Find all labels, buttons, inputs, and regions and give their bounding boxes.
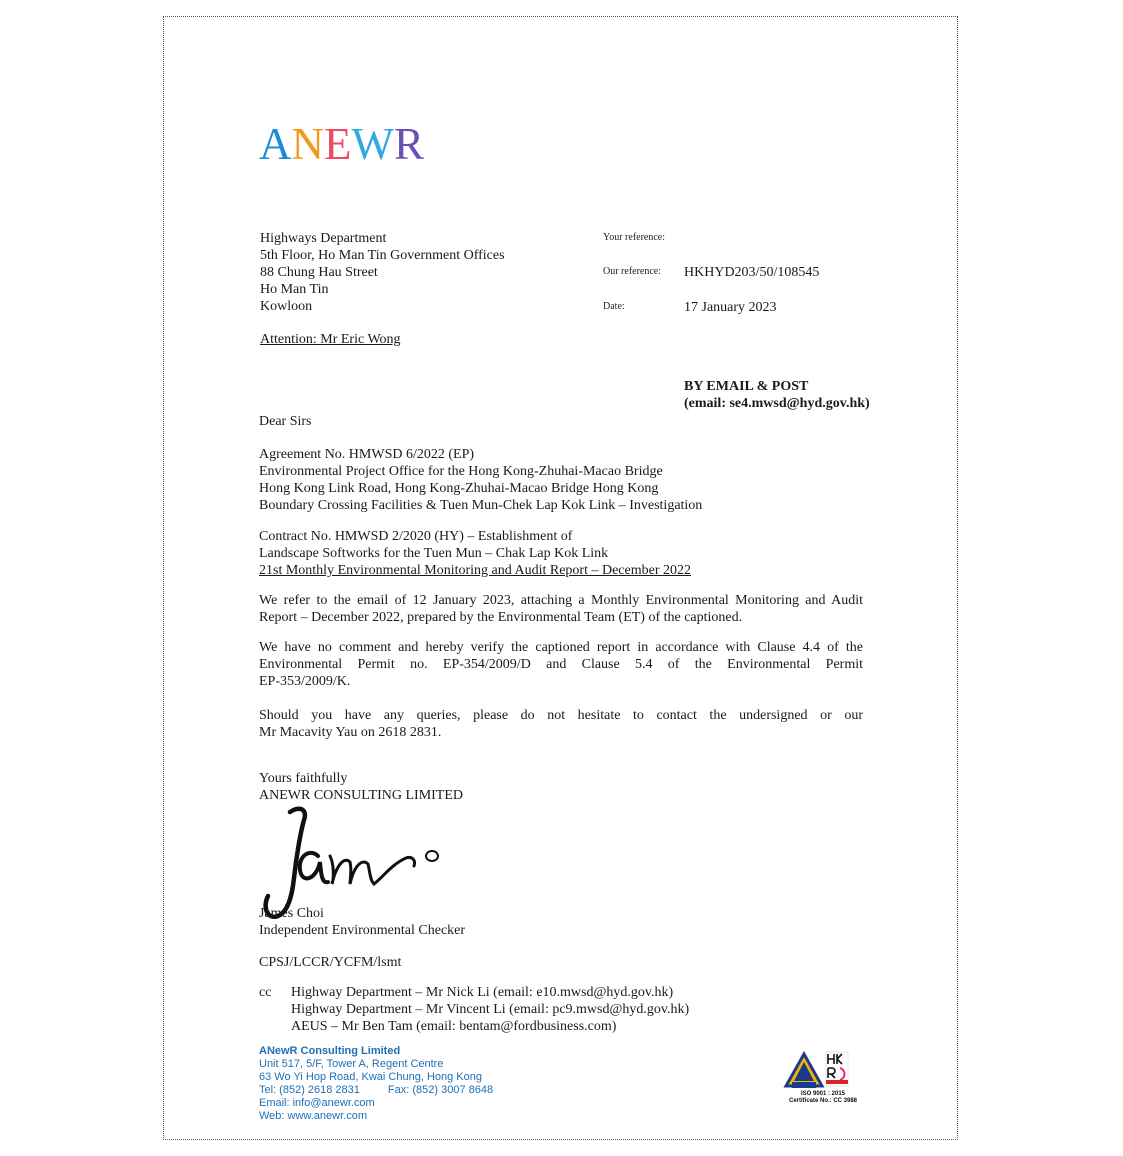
certification-block bbox=[778, 1050, 868, 1110]
subject-line: Hong Kong Link Road, Hong Kong-Zhuhai-Macao Bridge Hong Kong bbox=[259, 481, 659, 496]
cc-recipient: AEUS – Mr Ben Tam (email: bentam@fordbusiness.com) bbox=[291, 1019, 617, 1034]
your-reference-label: Your reference: bbox=[603, 232, 666, 243]
logo-letter-a: A bbox=[259, 119, 292, 169]
subject-line: Contract No. HMWSD 2/2020 (HY) – Establishment of bbox=[259, 529, 573, 544]
attention-line: Attention: Mr Eric Wong bbox=[260, 332, 401, 347]
cc-recipient: Highway Department – Mr Nick Li (email: e10.mwsd@hyd.gov.hk) bbox=[291, 985, 674, 1000]
signatory-name: James Choi bbox=[259, 906, 324, 921]
address-line: 5th Floor, Ho Man Tin Government Offices bbox=[260, 248, 505, 263]
paragraph-line: We have no comment and hereby verify the captioned report in accordance with Clause 4.4 of the bbox=[259, 640, 863, 655]
paragraph-line: Should you have any queries, please do not hesitate to contact the undersigned or our bbox=[259, 708, 863, 723]
subject-line: Boundary Crossing Facilities & Tuen Mun-Chek Lap Kok Link – Investigation bbox=[259, 498, 703, 513]
footer-email: Email: info@anewr.com bbox=[259, 1097, 375, 1109]
paragraph-line: Environmental Permit no. EP-354/2009/D and Clause 5.4 of the Environmental Permit bbox=[259, 657, 863, 672]
certificate-number: Certificate No.: CC 3988 bbox=[788, 1098, 858, 1104]
cc-label: cc bbox=[259, 985, 272, 1000]
footer-phone-row bbox=[259, 1084, 493, 1097]
paragraph-line: We refer to the email of 12 January 2023, attaching a Monthly Environmental Monitoring and Audit bbox=[259, 593, 863, 608]
footer-web: Web: www.anewr.com bbox=[259, 1110, 368, 1122]
address-line: Ho Man Tin bbox=[260, 282, 329, 297]
address-line: Highways Department bbox=[260, 231, 387, 246]
closing-phrase: Yours faithfully bbox=[259, 771, 348, 786]
iso-label: ISO 9001 : 2015 bbox=[800, 1091, 846, 1097]
footer-address-line: 63 Wo Yi Hop Road, Kwai Chung, Hong Kong bbox=[259, 1071, 482, 1083]
reference-initials: CPSJ/LCCR/YCFM/lsmt bbox=[259, 955, 402, 970]
logo-letter-e: E bbox=[324, 119, 352, 169]
signatory-title: Independent Environmental Checker bbox=[259, 923, 466, 938]
subject-line: 21st Monthly Environmental Monitoring and Audit Report – December 2022 bbox=[259, 563, 691, 578]
date-value: 17 January 2023 bbox=[684, 300, 777, 315]
paragraph-verify bbox=[259, 639, 863, 690]
address-line: Kowloon bbox=[260, 299, 313, 314]
delivery-email: (email: se4.mwsd@hyd.gov.hk) bbox=[684, 396, 870, 411]
cc-list bbox=[291, 984, 689, 1035]
date-label: Date: bbox=[603, 301, 625, 312]
delivery-method: BY EMAIL & POST bbox=[684, 379, 809, 394]
paragraph-queries bbox=[259, 707, 863, 741]
subject-line: Environmental Project Office for the Hong Kong-Zhuhai-Macao Bridge bbox=[259, 464, 663, 479]
paragraph-line: Report – December 2022, prepared by the Environmental Team (ET) of the captioned. bbox=[259, 610, 743, 625]
paragraph-refer bbox=[259, 592, 863, 626]
paragraph-line: Mr Macavity Yau on 2618 2831. bbox=[259, 725, 442, 740]
our-reference-value: HKHYD203/50/108545 bbox=[684, 265, 820, 280]
address-line: 88 Chung Hau Street bbox=[260, 265, 378, 280]
certification-logos bbox=[778, 1050, 868, 1090]
logo-letter-w: W bbox=[351, 119, 394, 169]
subject-contract bbox=[259, 528, 691, 579]
our-reference-label: Our reference: bbox=[603, 266, 662, 277]
subject-line: Landscape Softworks for the Tuen Mun – Chak Lap Kok Link bbox=[259, 546, 609, 561]
logo-letter-r: R bbox=[393, 119, 424, 169]
logo-letter-n: N bbox=[291, 119, 324, 169]
hkqaa-label-bar bbox=[792, 1082, 816, 1088]
paragraph-line: EP-353/2009/K. bbox=[259, 674, 351, 689]
footer-address-line: Unit 517, 5/F, Tower A, Regent Centre bbox=[259, 1058, 444, 1070]
closing-company: ANEWR CONSULTING LIMITED bbox=[259, 788, 464, 803]
subject-agreement bbox=[259, 446, 702, 514]
footer-fax: Fax: (852) 3007 8648 bbox=[387, 1084, 494, 1096]
company-logo bbox=[259, 118, 424, 170]
footer-company-name: ANewR Consulting Limited bbox=[259, 1045, 401, 1057]
subject-line: Agreement No. HMWSD 6/2022 (EP) bbox=[259, 447, 475, 462]
salutation: Dear Sirs bbox=[259, 414, 312, 429]
recipient-address bbox=[260, 230, 505, 315]
footer-tel: Tel: (852) 2618 2831 bbox=[259, 1084, 360, 1096]
footer-contact bbox=[259, 1045, 493, 1123]
cc-recipient: Highway Department – Mr Vincent Li (email: pc9.mwsd@hyd.gov.hk) bbox=[291, 1002, 690, 1017]
